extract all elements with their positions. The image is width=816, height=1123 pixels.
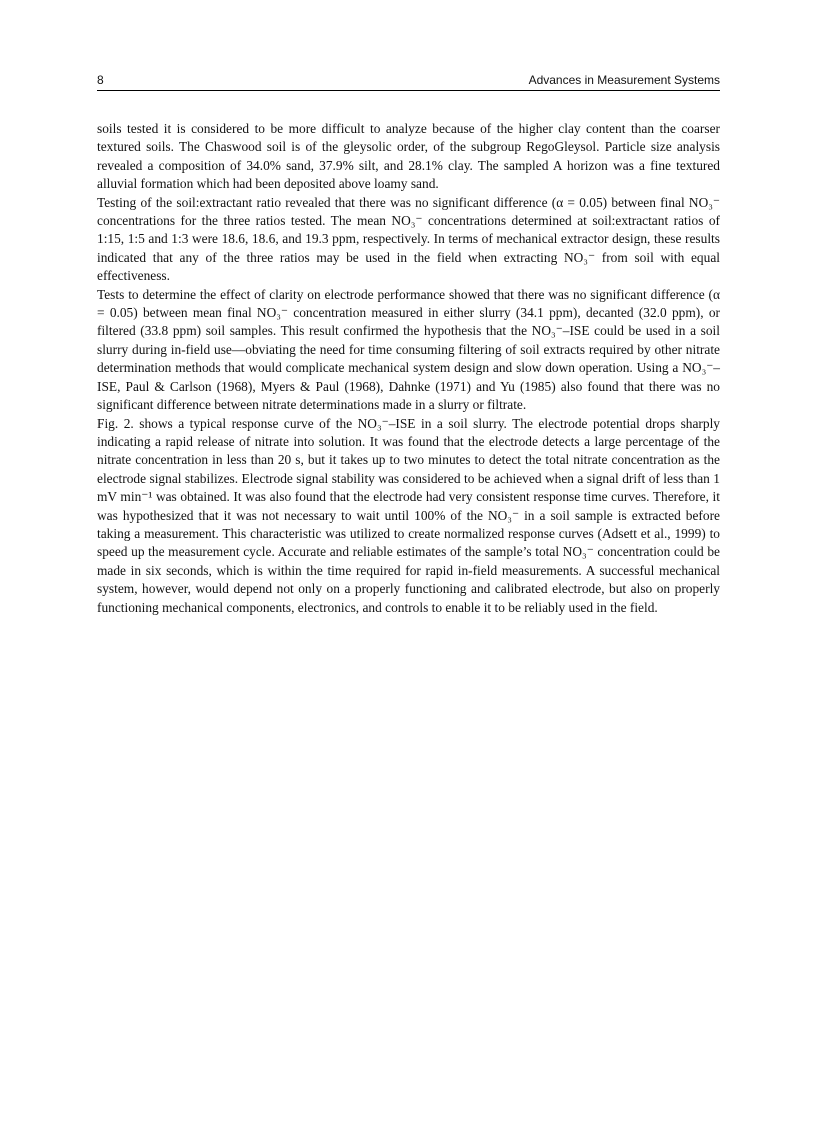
running-title: Advances in Measurement Systems (528, 73, 720, 87)
paragraph-response-curve: Fig. 2. shows a typical response curve of the NO₃⁻–ISE in a soil slurry. The electrode potential drops sharply indicating a rapid release of nitrate into solution. It was found that the electrode detects a large percentage of the nitrate concentration in less than 20 s, but it takes up to two minutes to detect the total nitrate concentration as the electrode signal stabilizes. Electrode signal stability was considered to be achieved when a signal drift of less than 1 mV min⁻¹ was obtained. It was also found that the electrode had very consistent response time curves. Therefore, it was hypothesized that it was not necessary to wait until 100% of the NO₃⁻ in a soil sample is extracted before taking a measurement. This characteristic was utilized to create normalized response curves (Adsett et al., 1999) to speed up the measurement cycle. Accurate and reliable estimates of the sample’s total NO₃⁻ concentration could be made in six seconds, which is within the time required for rapid in-field measurements. A successful mechanical system, however, would depend not only on a properly functioning and calibrated electrode, but also on properly functioning mechanical components, electronics, and controls to enable it to be reliably used in the field. (97, 415, 720, 615)
paragraph-clarity-test: Tests to determine the effect of clarity on electrode performance showed that there was no significant difference (α = 0.05) between mean final NO₃⁻ concentration measured in either slurry (34.1 ppm), decanted (32.0 ppm), or filtered (33.8 ppm) soil samples. This result confirmed the hypothesis that the NO₃⁻–ISE could be used in a soil slurry during in-field use—obviating the need for time consuming filtering of soil extracts required by other nitrate determination methods that would complicate mechanical system design and slow down operation. Using a NO₃⁻–ISE, Paul & Carlson (1968), Myers & Paul (1968), Dahnke (1971) and Yu (1985) also found that there was no significant difference between nitrate determinations made in a slurry or filtrate. (97, 286, 720, 413)
paragraph-extractant-ratio: Testing of the soil:extractant ratio revealed that there was no significant difference (α = 0.05) between final NO₃⁻ concentrations for the three ratios tested. The mean NO₃⁻ concentrations determined at soil:extractant ratios of 1:15, 1:5 and 1:3 were 18.6, 18.6, and 19.3 ppm, respectively. In terms of mechanical extractor design, these results indicated that any of the three ratios may be used in the field when extracting NO₃⁻ from soil with equal effectiveness. (97, 194, 720, 284)
page-number: 8 (97, 73, 104, 87)
page-header (97, 70, 720, 91)
body-text (97, 120, 720, 617)
paragraph-soil-description: soils tested it is considered to be more difficult to analyze because of the higher clay content than the coarser textured soils. The Chaswood soil is of the gleysolic order, of the subgroup RegoGleysol. Particle size analysis revealed a composition of 34.0% sand, 37.9% silt, and 28.1% clay. The sampled A horizon was a fine textured alluvial formation which had been deposited above loamy sand. (97, 121, 720, 192)
